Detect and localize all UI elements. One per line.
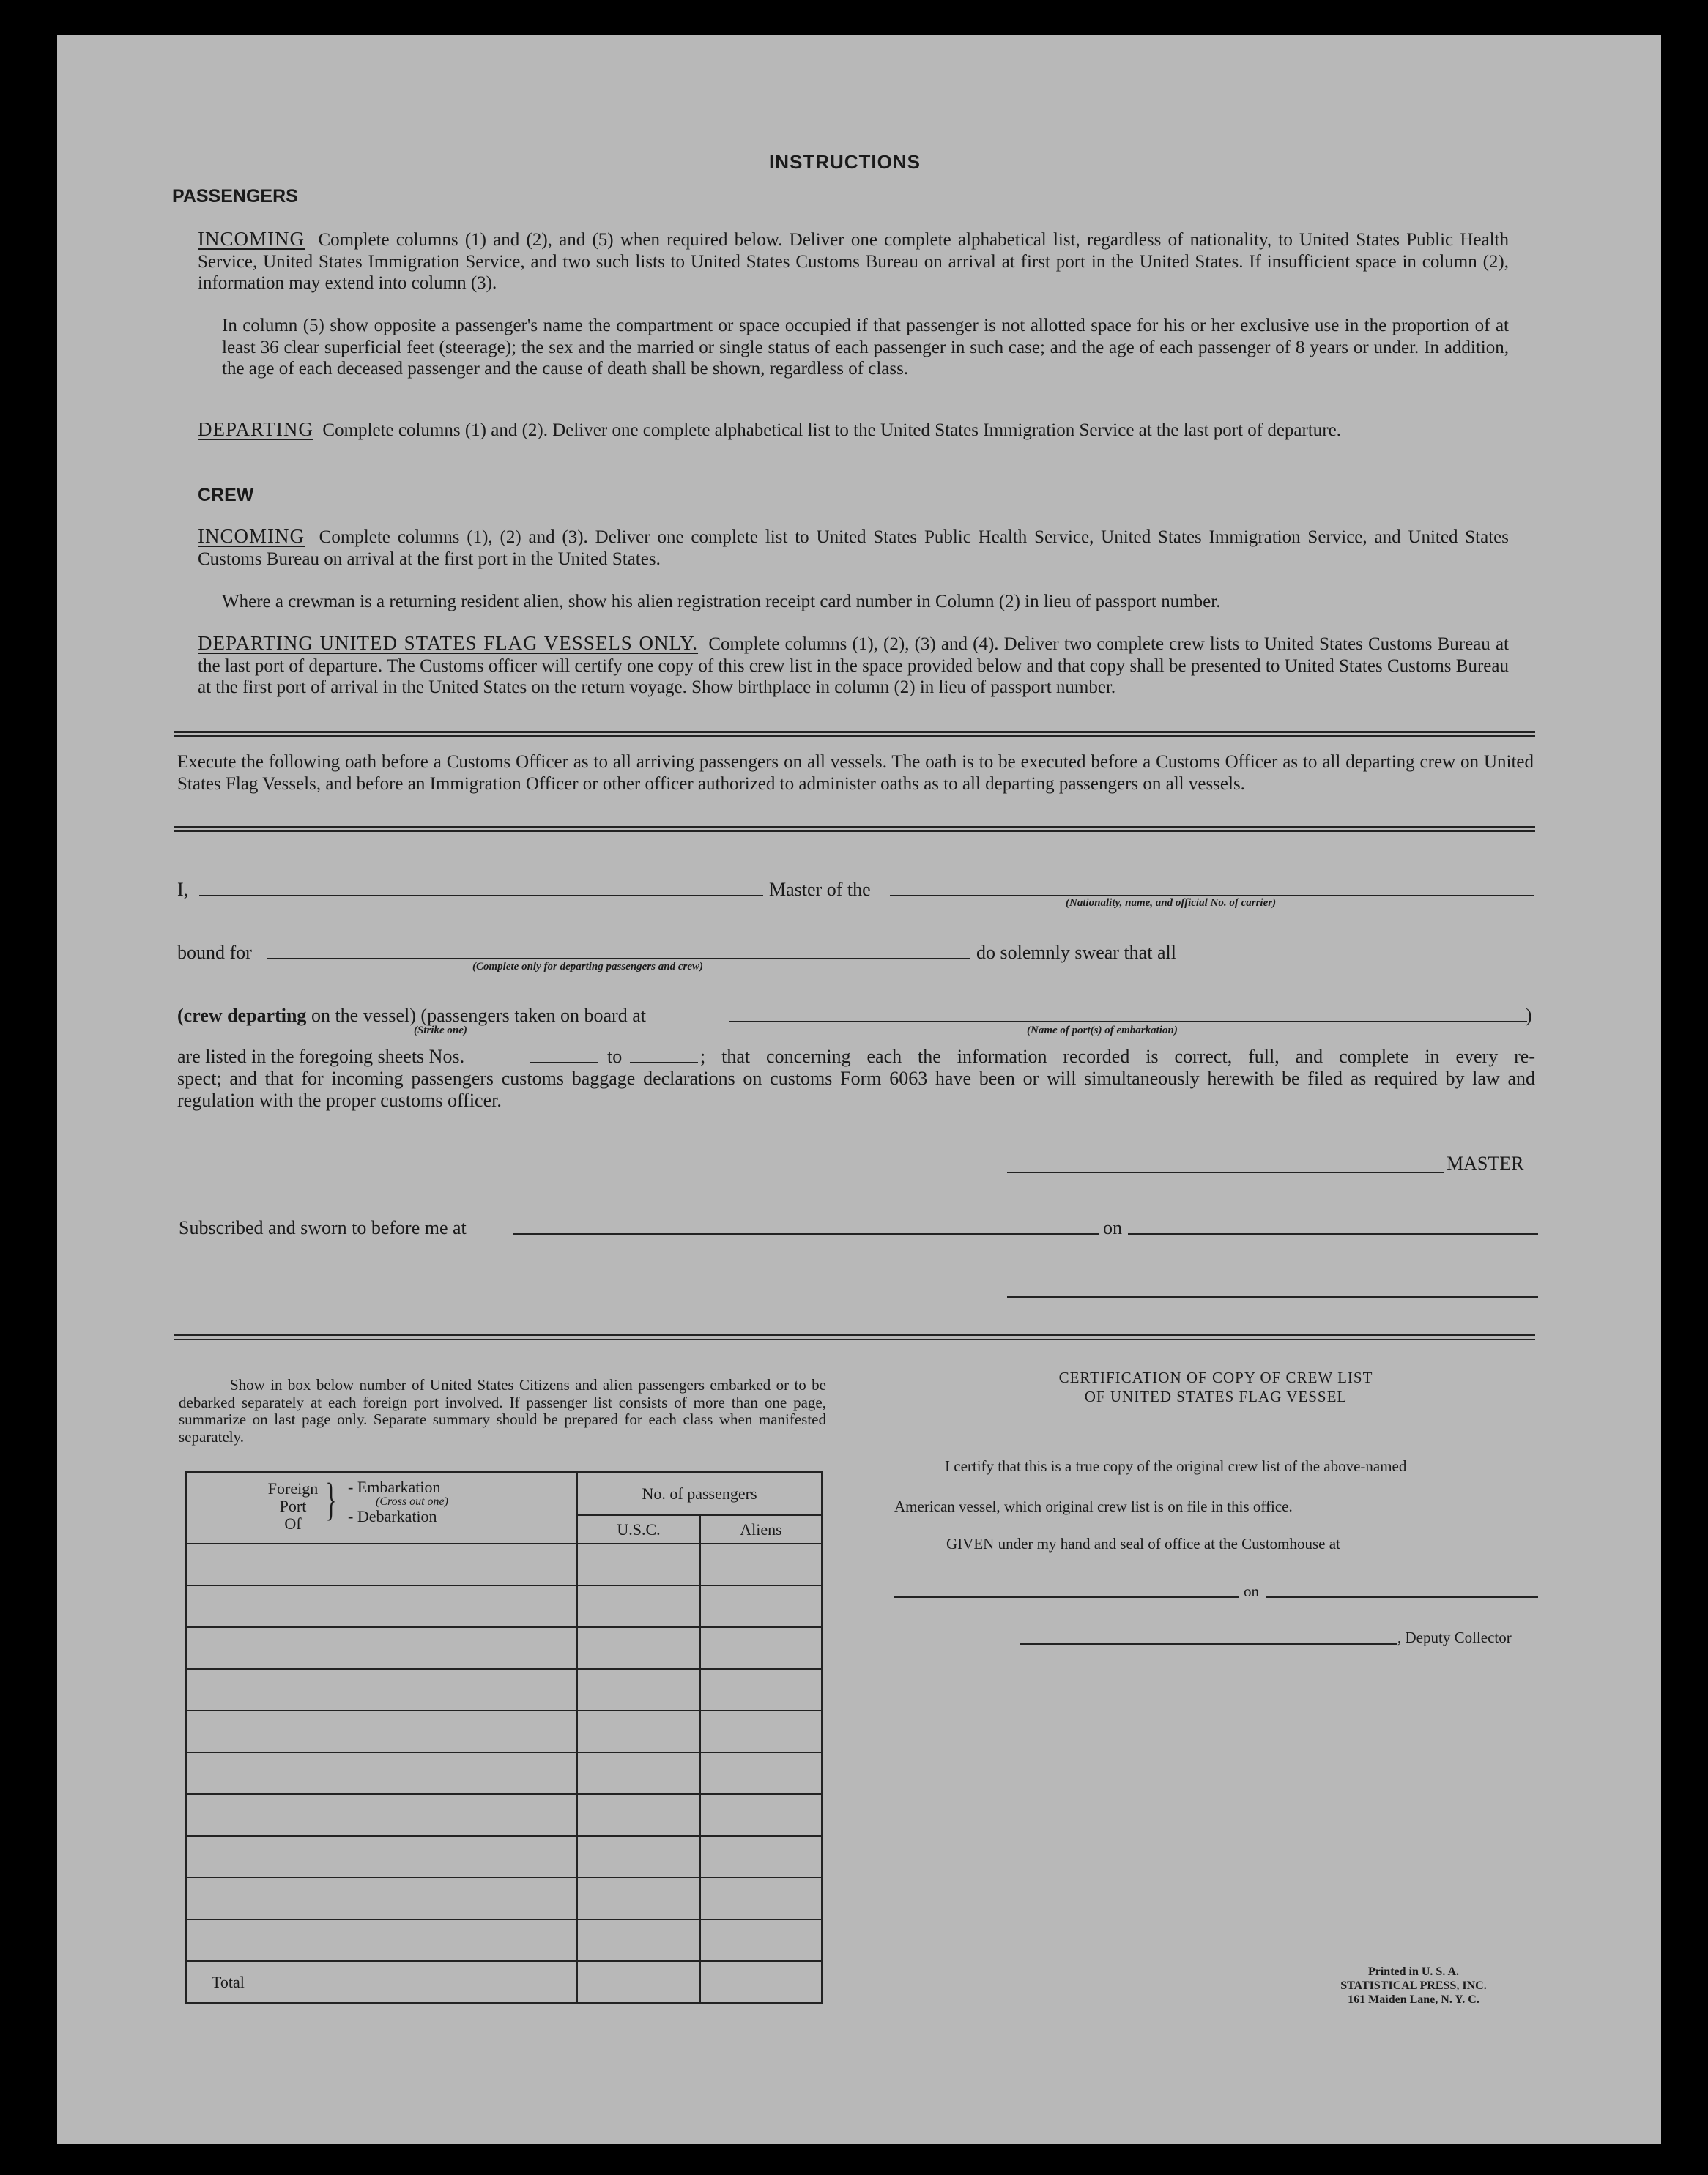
aliens-cell[interactable]	[700, 1878, 823, 1919]
port-cell[interactable]	[186, 1585, 578, 1627]
bound-for-field[interactable]	[267, 958, 970, 959]
crew-departing-text: Complete columns (1), (2), (3) and (4). Deliver two complete crew lists to United States Customs Bureau at the last port of departure. The Customs officer will certify one copy of this crew list in the space provided below and that copy shall be presented to United States Customs Bureau at the first port of arrival in the United States on the return voyage. Show birthplace in column (2) in lieu of passport number.	[198, 634, 1509, 697]
aliens-total-cell[interactable]	[700, 1961, 823, 2004]
aliens-cell[interactable]	[700, 1585, 823, 1627]
passengers-taken-option[interactable]: (passengers taken on board at	[420, 1005, 646, 1026]
subscribed-date-field[interactable]	[1128, 1233, 1538, 1235]
table-row	[186, 1711, 823, 1752]
strike-one-caption: (Strike one)	[414, 1025, 467, 1036]
crew-incoming-label: INCOMING	[198, 525, 305, 547]
usc-total-cell[interactable]	[577, 1961, 700, 2004]
port-cell[interactable]	[186, 1711, 578, 1752]
certification-title	[937, 1368, 1494, 1406]
carrier-caption: (Nationality, name, and official No. of carrier)	[1066, 897, 1277, 909]
sheet-from-field[interactable]	[530, 1062, 598, 1063]
certification-on-label: on	[1244, 1583, 1259, 1600]
listed-baggage-text: spect; and that for incoming passengers customs baggage declarations on customs Form 6063 have been or will simultaneously herewith be filed as required by law and regulation with the proper customs officer.	[177, 1068, 1535, 1111]
certification-title-line2: OF UNITED STATES FLAG VESSEL	[1084, 1388, 1348, 1405]
port-cell[interactable]	[186, 1544, 578, 1585]
usc-cell[interactable]	[577, 1794, 700, 1836]
usc-header: U.S.C.	[577, 1515, 700, 1544]
table-row	[186, 1669, 823, 1711]
usc-cell[interactable]	[577, 1919, 700, 1961]
table-row	[186, 1752, 823, 1794]
deputy-signature-field[interactable]	[1020, 1643, 1397, 1645]
table-row	[186, 1794, 823, 1836]
port-cell[interactable]	[186, 1878, 578, 1919]
given-text: GIVEN under my hand and seal of office at the Customhouse at	[946, 1535, 1340, 1553]
aliens-cell[interactable]	[700, 1919, 823, 1961]
crew-resident-text: Where a crewman is a returning resident alien, show his alien registration receipt card number in Column (2) in lieu of passport number.	[222, 592, 1221, 611]
port-caption: (Name of port(s) of embarkation)	[1027, 1025, 1178, 1036]
aliens-cell[interactable]	[700, 1752, 823, 1794]
crew-passengers-line	[177, 1005, 646, 1027]
divider	[174, 1334, 1535, 1340]
aliens-header: Aliens	[700, 1515, 823, 1544]
passengers-incoming-paragraph	[198, 228, 1509, 294]
deputy-collector-label: , Deputy Collector	[1397, 1629, 1512, 1646]
aliens-cell[interactable]	[700, 1836, 823, 1878]
oath-intro: Execute the following oath before a Customs Officer as to all arriving passengers on all vessels. The oath is to be executed before a Customs Officer as to all departing crew on United States Flag Vessels, and before an Immigration Officer or other officer authorized to administer oaths as to all departing passengers on all vessels.	[177, 752, 1534, 794]
printer-imprint	[1304, 1965, 1523, 2007]
port-cell[interactable]	[186, 1919, 578, 1961]
close-paren: )	[1526, 1005, 1532, 1026]
subscribed-label: Subscribed and sworn to before me at	[179, 1217, 467, 1238]
passengers-heading: PASSENGERS	[172, 186, 298, 207]
page-title: INSTRUCTIONS	[769, 151, 921, 173]
embarkation-port-field[interactable]	[729, 1021, 1527, 1022]
master-of-label: Master of the	[769, 879, 871, 900]
port-cell[interactable]	[186, 1794, 578, 1836]
bound-for-label: bound for	[177, 942, 252, 963]
customhouse-field[interactable]	[894, 1596, 1239, 1598]
on-vessel-text: on the vessel)	[311, 1005, 416, 1026]
divider	[174, 731, 1535, 737]
table-row	[186, 1836, 823, 1878]
listed-sheets-text: are listed in the foregoing sheets Nos.	[177, 1046, 465, 1067]
of-label: Of	[284, 1514, 302, 1533]
table-row	[186, 1544, 823, 1585]
certify-line1: I certify that this is a true copy of the original crew list of the above-named	[945, 1457, 1407, 1475]
printer-line2: STATISTICAL PRESS, INC.	[1340, 1979, 1487, 1992]
officer-signature-field[interactable]	[1007, 1296, 1538, 1298]
master-name-field[interactable]	[199, 895, 763, 896]
table-row	[186, 1585, 823, 1627]
port-cell[interactable]	[186, 1627, 578, 1669]
table-row	[186, 1627, 823, 1669]
bound-for-caption: (Complete only for departing passengers and crew)	[472, 961, 703, 973]
certification-title-line1: CERTIFICATION OF COPY OF CREW LIST	[1058, 1369, 1373, 1386]
listed-correct-text: ; that concerning each the information recorded is correct, full, and complete in every re-	[700, 1046, 1535, 1067]
foreign-port-header	[186, 1472, 578, 1544]
usc-cell[interactable]	[577, 1544, 700, 1585]
printer-line3: 161 Maiden Lane, N. Y. C.	[1348, 1993, 1479, 2006]
aliens-cell[interactable]	[700, 1544, 823, 1585]
foreign-label: Foreign	[267, 1479, 319, 1498]
crew-heading: CREW	[198, 485, 254, 505]
port-cell[interactable]	[186, 1669, 578, 1711]
aliens-cell[interactable]	[700, 1711, 823, 1752]
passenger-summary-table	[185, 1471, 823, 2004]
crew-incoming-text: Complete columns (1), (2) and (3). Deliver one complete list to United States Public Health Service, United States Immigration Service, and United States Customs Bureau on arrival at the first port in the United States.	[198, 527, 1509, 569]
crew-departing-paragraph	[198, 633, 1509, 699]
usc-cell[interactable]	[577, 1627, 700, 1669]
aliens-cell[interactable]	[700, 1669, 823, 1711]
table-row	[186, 1878, 823, 1919]
master-signature-label: MASTER	[1447, 1153, 1524, 1174]
sheet-to-field[interactable]	[630, 1062, 698, 1063]
cross-out-caption: (Cross out one)	[376, 1495, 448, 1508]
usc-cell[interactable]	[577, 1669, 700, 1711]
passengers-departing-text: Complete columns (1) and (2). Deliver one complete alphabetical list to the United States Immigration Service at the last port of departure.	[322, 420, 1341, 440]
aliens-cell[interactable]	[700, 1794, 823, 1836]
embarkation-option[interactable]: - Embarkation	[348, 1478, 441, 1496]
passengers-incoming-label: INCOMING	[198, 228, 305, 250]
passengers-departing-label: DEPARTING	[198, 418, 313, 440]
passengers-column5-text: In column (5) show opposite a passenger's name the compartment or space occupied if that passenger is not allotted space for his or her exclusive use in the proportion of at least 36 clear superficial feet (steerage); the sex and the married or single status of each passenger in such case; and the age of each passenger of 8 years or under. In addition, the age of each deceased passenger and the cause of death shall be shown, regardless of class.	[222, 316, 1509, 379]
summary-instructions: Show in box below number of United States Citizens and alien passengers embarked or to be debarked separately at each foreign port involved. If passenger list consists of more than one page, summarize on last page only. Separate summary should be prepared for each class when manifested separately.	[179, 1376, 826, 1446]
passengers-incoming-text: Complete columns (1) and (2), and (5) when required below. Deliver one complete alphabetical list, regardless of nationality, to United States Public Health Service, United States Immigration Service, and two such lists to United States Customs Bureau on arrival at first port in the United States. If insufficient space in column (2), information may extend into column (3).	[198, 230, 1510, 293]
oath-i-label: I,	[177, 879, 189, 900]
table-row	[186, 1919, 823, 1961]
port-cell[interactable]	[186, 1836, 578, 1878]
certify-line2: American vessel, which original crew list is on file in this office.	[894, 1498, 1293, 1515]
usc-cell[interactable]	[577, 1585, 700, 1627]
usc-cell[interactable]	[577, 1711, 700, 1752]
no-passengers-header: No. of passengers	[577, 1472, 823, 1516]
listed-to-label: to	[607, 1046, 623, 1067]
subscribed-on-label: on	[1103, 1217, 1122, 1238]
total-row	[186, 1961, 823, 2004]
divider	[174, 826, 1535, 832]
aliens-cell[interactable]	[700, 1627, 823, 1669]
printer-line1: Printed in U. S. A.	[1367, 1966, 1459, 1978]
usc-cell[interactable]	[577, 1752, 700, 1794]
port-cell[interactable]	[186, 1752, 578, 1794]
passengers-departing-paragraph	[198, 419, 1509, 442]
swear-label: do solemnly swear that all	[976, 942, 1176, 963]
debarkation-option[interactable]: - Debarkation	[348, 1507, 437, 1525]
master-signature-field[interactable]	[1007, 1172, 1444, 1173]
port-label: Port	[279, 1497, 307, 1515]
total-label: Total	[186, 1961, 578, 2004]
usc-cell[interactable]	[577, 1836, 700, 1878]
usc-cell[interactable]	[577, 1878, 700, 1919]
certification-date-field[interactable]	[1266, 1596, 1538, 1598]
crew-incoming-paragraph	[198, 526, 1509, 570]
crew-departing-label: DEPARTING UNITED STATES FLAG VESSELS ONLY.	[198, 632, 699, 654]
brace-icon: }	[325, 1475, 337, 1525]
crew-departing-option[interactable]: (crew departing	[177, 1005, 307, 1026]
carrier-field[interactable]	[890, 895, 1534, 896]
subscribed-place-field[interactable]	[513, 1233, 1099, 1235]
